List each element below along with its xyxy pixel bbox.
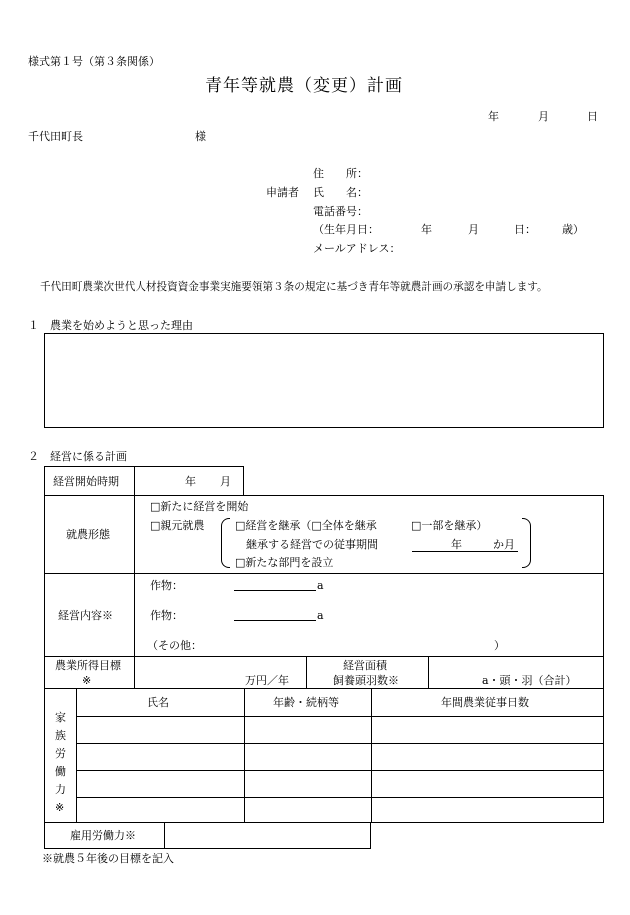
farming-form-new-division[interactable]: □新たな部門を設立 bbox=[235, 556, 334, 569]
section2-heading: ２ 経営に係る計画 bbox=[28, 450, 127, 463]
crop2-label: 作物： bbox=[150, 609, 183, 622]
right-brace bbox=[522, 518, 531, 568]
addressee-honorific: 様 bbox=[195, 130, 206, 143]
addressee-name: 千代田町長 bbox=[28, 130, 83, 143]
applicant-phone-label: 電話番号： bbox=[313, 205, 368, 218]
inherit-period-year: 年 bbox=[451, 538, 462, 551]
date-month: 月 bbox=[538, 110, 549, 123]
other-close: ） bbox=[494, 639, 505, 652]
inherit-period-month: か月 bbox=[493, 538, 515, 551]
applicant-email-label: メールアドレス： bbox=[313, 242, 401, 255]
applicant-label: 申請者 bbox=[266, 186, 299, 199]
other-open: （その他： bbox=[147, 639, 202, 652]
reason-textbox[interactable] bbox=[44, 333, 604, 428]
applicant-address-label: 住 所： bbox=[313, 167, 368, 180]
crop1-underline bbox=[234, 590, 316, 591]
col-name-header: 氏名 bbox=[147, 696, 169, 709]
crop2-unit: a bbox=[317, 609, 324, 622]
family-label-2: 労 bbox=[55, 747, 66, 760]
crop2-underline bbox=[234, 620, 316, 621]
income-target-note: ※ bbox=[82, 674, 92, 687]
farming-form-inherit[interactable]: □経営を継承（□全体を継承 bbox=[235, 519, 377, 532]
section1-heading: １ 農業を始めようと思った理由 bbox=[28, 319, 193, 332]
applicant-birth-day: 日： bbox=[514, 223, 536, 236]
form-number: 様式第１号（第３条関係） bbox=[28, 55, 160, 68]
income-unit: 万円／年 bbox=[245, 674, 289, 687]
inherit-period-label: 継承する経営での従事期間 bbox=[246, 538, 378, 551]
col-days-header: 年間農業従事日数 bbox=[441, 696, 529, 709]
date-day: 日 bbox=[587, 110, 598, 123]
crop1-label: 作物： bbox=[150, 579, 183, 592]
livestock-label: 飼養頭羽数※ bbox=[333, 674, 399, 687]
inherit-period-underline bbox=[412, 551, 518, 552]
col-age-header: 年齢・続柄等 bbox=[273, 696, 339, 709]
family-label-4: 力 bbox=[55, 783, 66, 796]
application-statement: 千代田町農業次世代人材投資資金事業実施要領第３条の規定に基づき青年等就農計画の承認を申請します。 bbox=[40, 281, 548, 293]
area-unit: a・頭・羽（合計） bbox=[482, 674, 577, 687]
date-year: 年 bbox=[488, 110, 499, 123]
footnote: ※就農５年後の目標を記入 bbox=[42, 852, 174, 865]
applicant-name-label: 氏 名： bbox=[313, 186, 368, 199]
farming-form-new[interactable]: □新たに経営を開始 bbox=[150, 500, 249, 513]
farming-form-label: 就農形態 bbox=[66, 528, 110, 541]
start-period-year: 年 bbox=[185, 475, 196, 488]
management-content-label: 経営内容※ bbox=[58, 609, 113, 622]
crop1-unit: a bbox=[317, 579, 324, 592]
applicant-birth-prefix: （生年月日： bbox=[313, 223, 379, 236]
page-title: 青年等就農（変更）計画 bbox=[205, 76, 403, 96]
family-label-0: 家 bbox=[55, 711, 66, 724]
left-brace bbox=[221, 518, 230, 568]
income-target-label: 農業所得目標 bbox=[55, 659, 121, 672]
applicant-birth-year: 年 bbox=[421, 223, 432, 236]
farming-form-inherit-part[interactable]: □一部を継承） bbox=[411, 519, 488, 532]
start-period-month: 月 bbox=[220, 475, 231, 488]
family-label-3: 働 bbox=[55, 765, 66, 778]
applicant-birth-age: 歳） bbox=[562, 223, 584, 236]
applicant-birth-month: 月 bbox=[468, 223, 479, 236]
employed-labour-label: 雇用労働力※ bbox=[70, 829, 136, 842]
area-label: 経営面積 bbox=[343, 659, 387, 672]
farming-form-parent[interactable]: □親元就農 bbox=[150, 519, 205, 532]
start-period-label: 経営開始時期 bbox=[53, 475, 119, 488]
family-label-1: 族 bbox=[55, 729, 66, 742]
family-label-5: ※ bbox=[55, 801, 65, 814]
